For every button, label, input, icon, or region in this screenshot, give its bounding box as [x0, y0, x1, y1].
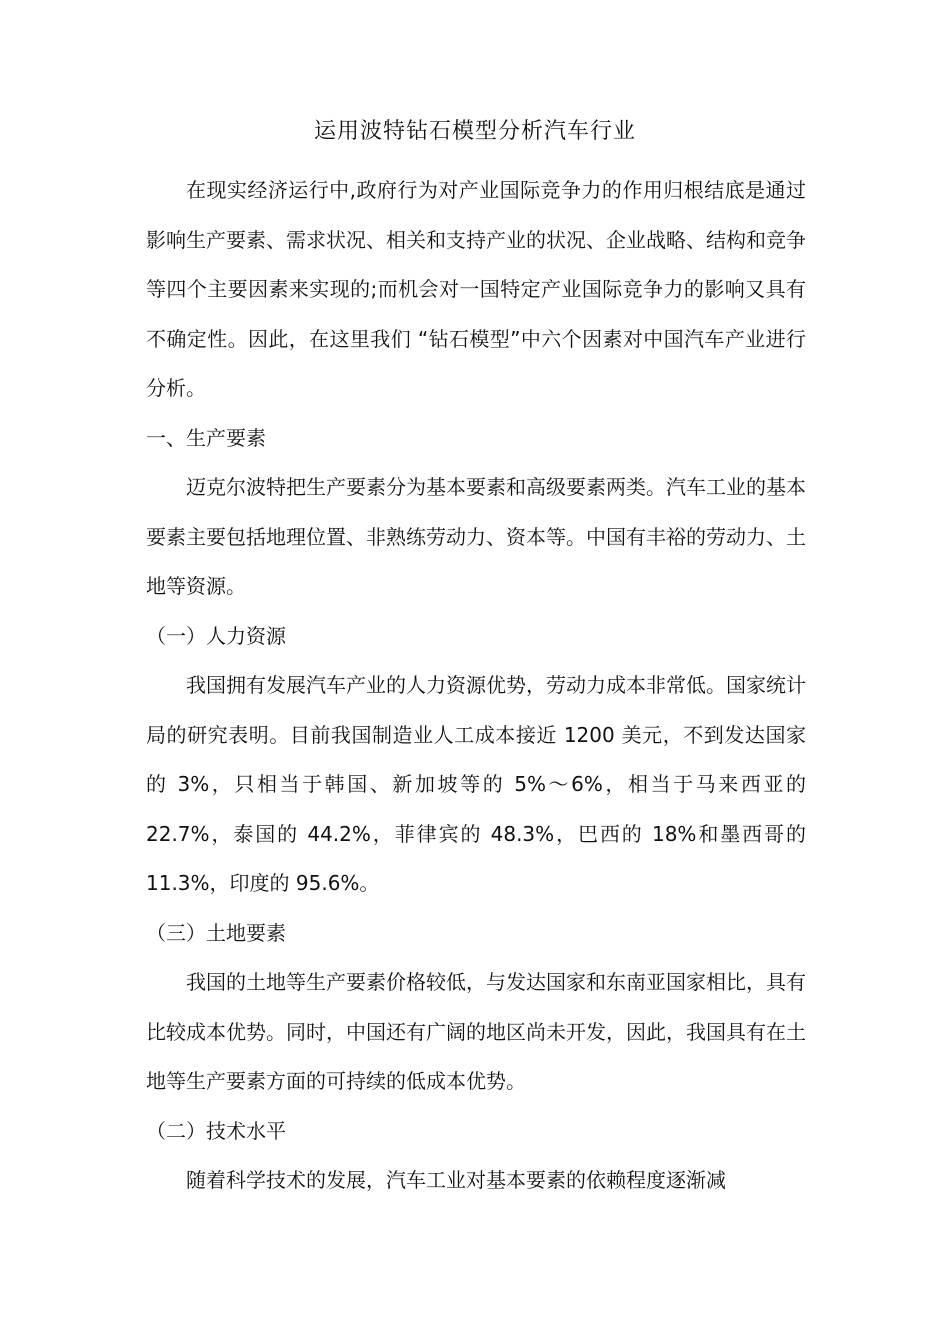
production-factors-paragraph: 迈克尔波特把生产要素分为基本要素和高级要素两类。汽车工业的基本要素主要包括地理位置、非熟练劳动力、资本等。中国有丰裕的劳动力、土地等资源。 [146, 475, 806, 598]
subheading-human-resources: （一）人力资源 [146, 623, 286, 648]
subheading-land-factors: （三）土地要素 [146, 920, 286, 945]
section-heading-production-factors: 一、生产要素 [146, 425, 266, 450]
document-body [146, 166, 806, 1206]
subheading-technology-level: （二）技术水平 [146, 1118, 286, 1143]
land-factors-paragraph: 我国的土地等生产要素价格较低，与发达国家和东南亚国家相比，具有比较成本优势。同时，中国还有广阔的地区尚未开发，因此，我国具有在土地等生产要素方面的可持续的低成本优势。 [146, 970, 806, 1093]
human-resources-paragraph: 我国拥有发展汽车产业的人力资源优势，劳动力成本非常低。国家统计局的研究表明。目前我国制造业人工成本接近 1200 美元，不到发达国家的 3%，只相当于韩国、新加坡等的 5%～6%，相当于马来西亚的 22.7%，泰国的 44.2%，菲律宾的 48.3%，巴西的 18%和墨西哥的 11.3%，印度的 95.6%。 [146, 673, 806, 895]
intro-paragraph: 在现实经济运行中,政府行为对产业国际竞争力的作用归根结底是通过影响生产要素、需求状况、相关和支持产业的状况、企业战略、结构和竞争等四个主要因素来实现的;而机会对一国特定产业国际竞争力的影响又具有不确定性。因此，在这里我们 “钻石模型”中六个因素对中国汽车产业进行分析。 [146, 178, 806, 400]
document-title: 运用波特钻石模型分析汽车行业 [313, 119, 636, 144]
technology-level-paragraph: 随着科学技术的发展，汽车工业对基本要素的依赖程度逐渐减 [186, 1168, 726, 1192]
